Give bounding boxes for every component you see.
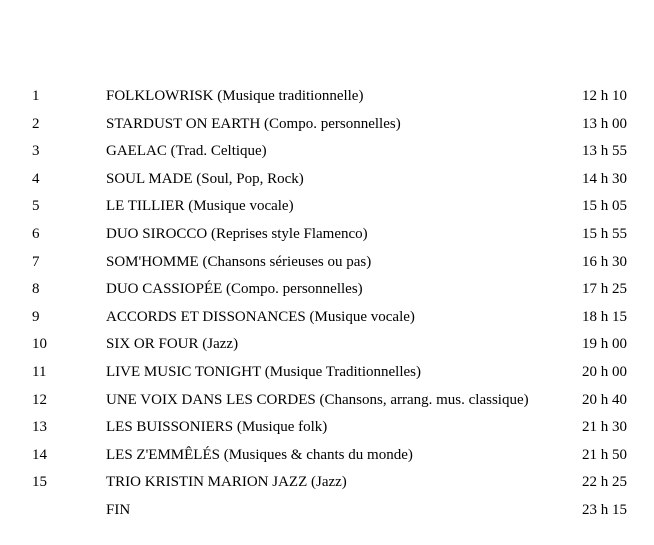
- act-name: STARDUST ON EARTH (Compo. personnelles): [106, 115, 401, 132]
- schedule-row: [0, 85, 654, 113]
- schedule-row: [0, 416, 654, 444]
- start-time: 18 h 15: [582, 308, 627, 325]
- row-number: 5: [32, 198, 40, 215]
- act-name: FIN: [106, 501, 131, 518]
- act-name: FOLKLOWRISK (Musique traditionnelle): [106, 88, 364, 104]
- act-name: SIX OR FOUR (Jazz): [106, 336, 239, 353]
- start-time: 13 h 00: [582, 115, 627, 132]
- start-time: 14 h 30: [582, 170, 627, 187]
- schedule-row: [0, 251, 654, 279]
- schedule-row: [0, 223, 654, 251]
- start-time: 13 h 55: [582, 143, 627, 160]
- schedule-row-end: [0, 499, 654, 527]
- schedule-row: [0, 140, 654, 168]
- start-time: 12 h 10: [582, 88, 627, 104]
- row-number: 3: [32, 143, 40, 160]
- start-time: 21 h 30: [582, 419, 627, 436]
- act-name: GAELAC (Trad. Celtique): [106, 143, 267, 160]
- schedule-row: [0, 444, 654, 472]
- schedule-row: [0, 333, 654, 361]
- start-time: 15 h 55: [582, 225, 627, 242]
- row-number: 8: [32, 281, 40, 298]
- schedule-list: [0, 85, 654, 527]
- start-time: 21 h 50: [582, 446, 627, 463]
- act-name: SOM'HOMME (Chansons sérieuses ou pas): [106, 253, 372, 270]
- row-number: 13: [32, 419, 47, 436]
- row-number: 4: [32, 170, 40, 187]
- act-name: LE TILLIER (Musique vocale): [106, 198, 294, 215]
- start-time: 17 h 25: [582, 281, 627, 298]
- act-name: DUO CASSIOPÉE (Compo. personnelles): [106, 281, 363, 298]
- act-name: LIVE MUSIC TONIGHT (Musique Traditionnelles): [106, 363, 421, 380]
- row-number: 10: [32, 336, 47, 353]
- schedule-row: [0, 361, 654, 389]
- act-name: TRIO KRISTIN MARION JAZZ (Jazz): [106, 474, 347, 491]
- act-name: LES Z'EMMÊLÉS (Musiques & chants du monde): [106, 446, 413, 463]
- schedule-row: [0, 471, 654, 499]
- row-number: 12: [32, 391, 47, 408]
- start-time: 15 h 05: [582, 198, 627, 215]
- schedule-row: [0, 306, 654, 334]
- start-time: 20 h 40: [582, 391, 627, 408]
- act-name: DUO SIROCCO (Reprises style Flamenco): [106, 225, 368, 242]
- row-number: 6: [32, 225, 40, 242]
- start-time: 19 h 00: [582, 336, 627, 353]
- row-number: 1: [32, 88, 40, 104]
- end-time: 23 h 15: [582, 501, 627, 518]
- act-name: LES BUISSONIERS (Musique folk): [106, 419, 328, 436]
- schedule-row: [0, 389, 654, 417]
- row-number: 11: [32, 363, 47, 380]
- row-number: 7: [32, 253, 40, 270]
- row-number: 9: [32, 308, 40, 325]
- schedule-row: [0, 195, 654, 223]
- row-number: 14: [32, 446, 47, 463]
- schedule-row: [0, 278, 654, 306]
- act-name: SOUL MADE (Soul, Pop, Rock): [106, 170, 304, 187]
- act-name: UNE VOIX DANS LES CORDES (Chansons, arrang. mus. classique): [106, 391, 529, 408]
- row-number: 2: [32, 115, 40, 132]
- schedule-row: [0, 168, 654, 196]
- start-time: 16 h 30: [582, 253, 627, 270]
- start-time: 22 h 25: [582, 474, 627, 491]
- start-time: 20 h 00: [582, 363, 627, 380]
- schedule-row: [0, 113, 654, 141]
- act-name: ACCORDS ET DISSONANCES (Musique vocale): [106, 308, 415, 325]
- row-number: 15: [32, 474, 47, 491]
